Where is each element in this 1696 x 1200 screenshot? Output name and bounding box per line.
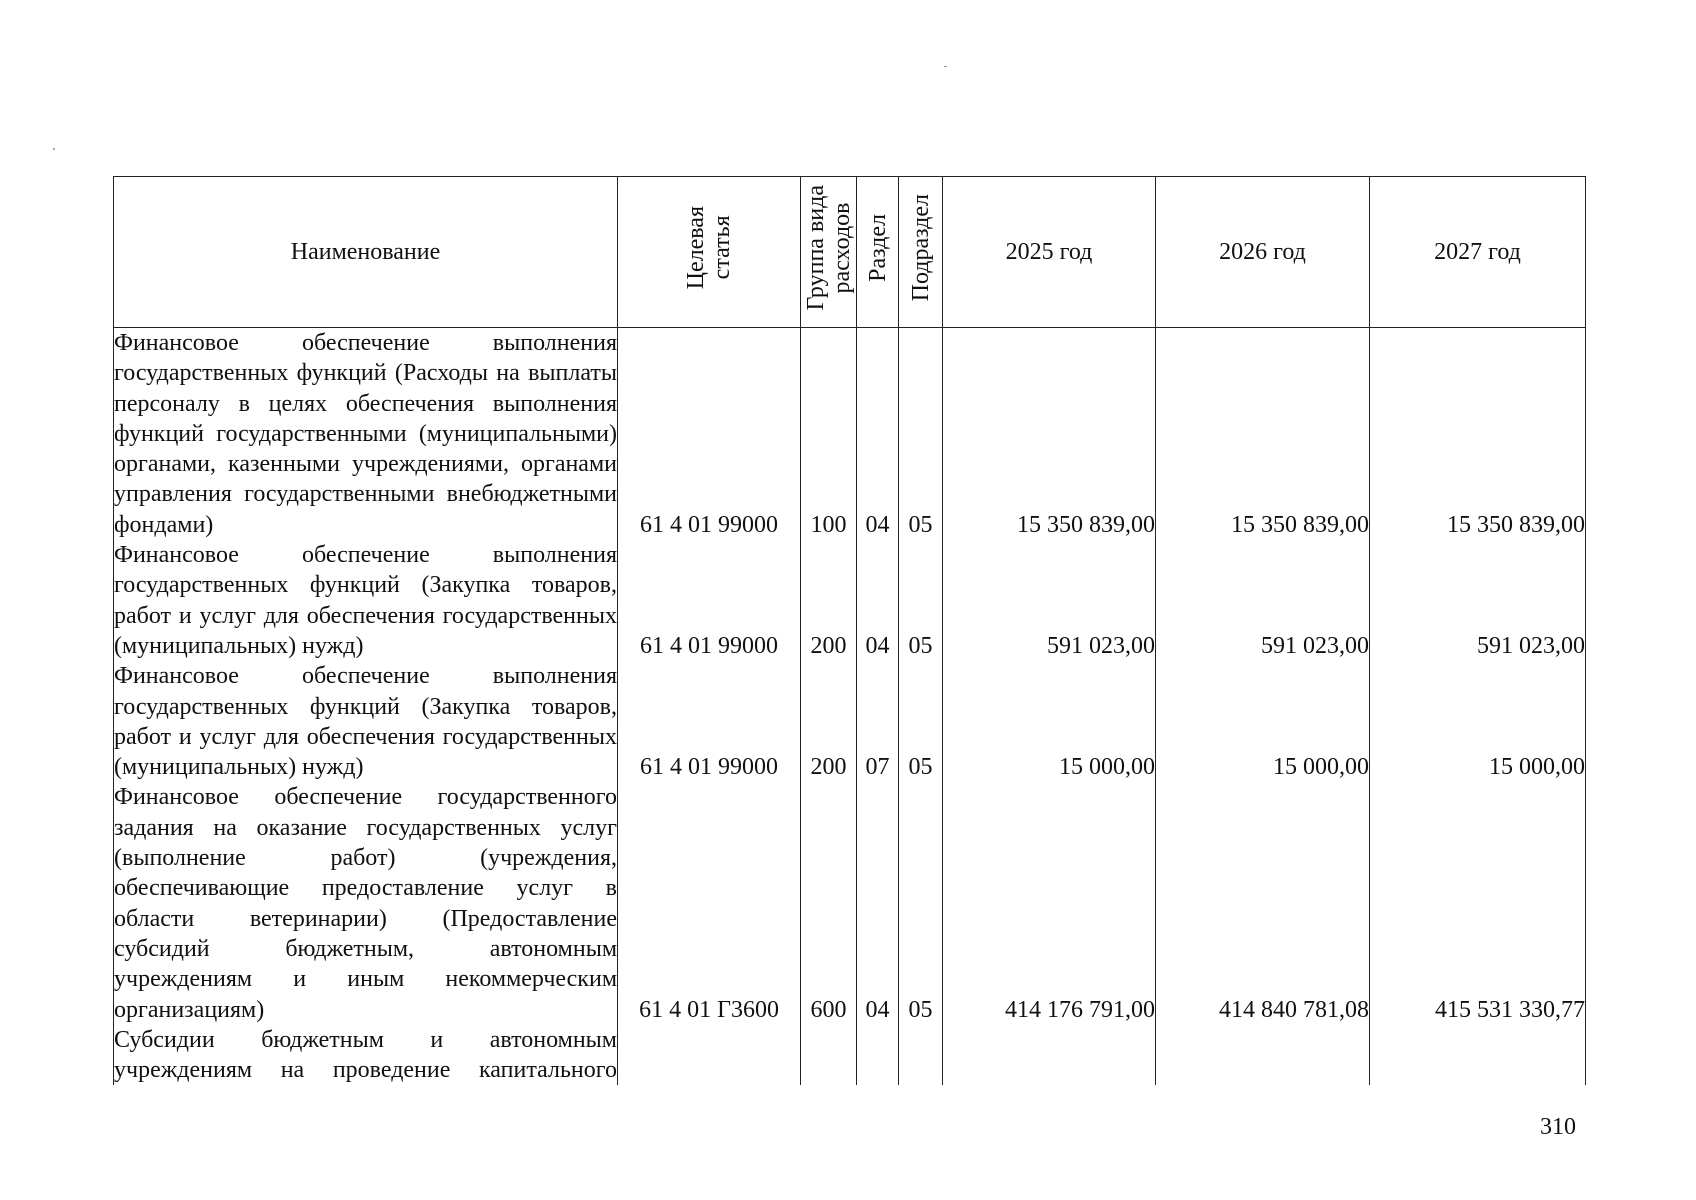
row-target-article: 61 4 01 99000 [618, 540, 801, 661]
row-expense-group: 200 [801, 540, 857, 661]
table-row [114, 540, 1586, 661]
header-target-article: Целевая статья [618, 177, 801, 328]
row-amount-2026: 15 000,00 [1156, 661, 1370, 782]
table-row-continued [114, 1025, 1586, 1086]
header-2027: 2027 год [1370, 177, 1586, 328]
row-subsection [899, 1025, 943, 1086]
row-amount-2025: 591 023,00 [943, 540, 1156, 661]
row-name: Финансовое обеспечение выполнения государственных функций (Закупка товаров, работ и услуг для обеспечения государственных (муниципальных) нужд) [114, 661, 618, 782]
row-amount-2026 [1156, 1025, 1370, 1086]
row-amount-2025 [943, 1025, 1156, 1086]
row-amount-2025: 15 350 839,00 [943, 328, 1156, 541]
row-section [857, 1025, 899, 1086]
row-expense-group: 100 [801, 328, 857, 541]
header-expense-group: Группа вида расходов [801, 177, 857, 328]
document-sheet [113, 176, 1585, 1090]
row-name: Финансовое обеспечение государственного задания на оказание государственных услуг (выполнение работ) (учреждения, обеспечивающие предоставление услуг в области ветеринарии) (Предоставление субсидий бюджетным, автономным учреждениям и иным некоммерческим организациям) [114, 782, 618, 1024]
scan-speck [53, 148, 55, 150]
table-row [114, 328, 1586, 541]
row-target-article: 61 4 01 Г3600 [618, 782, 801, 1024]
row-amount-2025: 15 000,00 [943, 661, 1156, 782]
row-name: Финансовое обеспечение выполнения государственных функций (Расходы на выплаты персоналу в целях обеспечения выполнения функций государственными (муниципальными) органами, казенными учреждениями, органами управления государственными внебюджетными фондами) [114, 328, 618, 541]
table-row [114, 661, 1586, 782]
row-amount-2027: 415 531 330,77 [1370, 782, 1586, 1024]
row-subsection: 05 [899, 328, 943, 541]
row-amount-2026: 15 350 839,00 [1156, 328, 1370, 541]
row-name: Субсидии бюджетным и автономным учреждениям на проведение капитального [114, 1025, 618, 1086]
header-2026: 2026 год [1156, 177, 1370, 328]
row-amount-2026: 591 023,00 [1156, 540, 1370, 661]
header-name: Наименование [114, 177, 618, 328]
scan-speck [944, 66, 947, 67]
header-section: Раздел [857, 177, 899, 328]
row-expense-group [801, 1025, 857, 1086]
row-amount-2027: 15 350 839,00 [1370, 328, 1586, 541]
page-number: 310 [1540, 1114, 1576, 1140]
row-expense-group: 600 [801, 782, 857, 1024]
row-amount-2027: 15 000,00 [1370, 661, 1586, 782]
header-subsection: Подраздел [899, 177, 943, 328]
row-subsection: 05 [899, 540, 943, 661]
row-section: 04 [857, 540, 899, 661]
row-amount-2027 [1370, 1025, 1586, 1086]
header-row [114, 177, 1586, 328]
row-name: Финансовое обеспечение выполнения государственных функций (Закупка товаров, работ и услуг для обеспечения государственных (муниципальных) нужд) [114, 540, 618, 661]
table-row [114, 782, 1586, 1024]
row-target-article: 61 4 01 99000 [618, 328, 801, 541]
row-section: 04 [857, 782, 899, 1024]
row-section: 04 [857, 328, 899, 541]
row-subsection: 05 [899, 782, 943, 1024]
row-section: 07 [857, 661, 899, 782]
row-amount-2027: 591 023,00 [1370, 540, 1586, 661]
budget-table [113, 176, 1586, 1085]
row-amount-2026: 414 840 781,08 [1156, 782, 1370, 1024]
row-target-article [618, 1025, 801, 1086]
row-amount-2025: 414 176 791,00 [943, 782, 1156, 1024]
row-target-article: 61 4 01 99000 [618, 661, 801, 782]
row-subsection: 05 [899, 661, 943, 782]
header-2025: 2025 год [943, 177, 1156, 328]
row-expense-group: 200 [801, 661, 857, 782]
